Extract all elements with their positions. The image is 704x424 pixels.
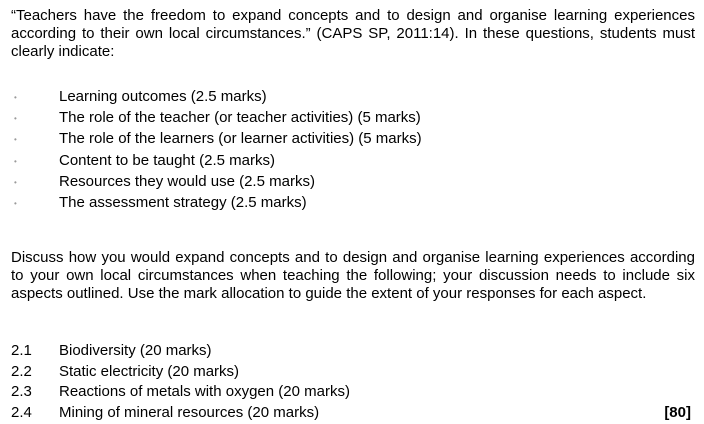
total-marks: [80] xyxy=(664,403,691,421)
bullet-icon: • xyxy=(14,135,17,145)
list-item xyxy=(0,107,704,128)
list-item xyxy=(0,150,704,171)
question-text: Biodiversity (20 marks) xyxy=(59,342,212,359)
aspect-label: Learning outcomes (2.5 marks) xyxy=(59,88,267,105)
aspect-label: The assessment strategy (2.5 marks) xyxy=(59,193,307,211)
question-item xyxy=(0,403,704,424)
list-item xyxy=(0,192,704,213)
intro-paragraph: “Teachers have the freedom to expand concepts and to design and organise learning experiences according to their own local circumstances.” (CAPS SP, 2011:14). In these questions, students must clearly indicate: xyxy=(11,7,695,60)
aspect-label: The role of the teacher (or teacher activities) (5 marks) xyxy=(59,109,421,127)
aspect-label: The role of the learners (or learner activities) (5 marks) xyxy=(59,130,422,148)
bullet-icon: • xyxy=(14,156,17,166)
question-text: Reactions of metals with oxygen (20 marks) xyxy=(59,383,350,400)
question-text: Mining of mineral resources (20 marks) xyxy=(59,403,320,421)
question-item xyxy=(0,341,704,362)
question-item xyxy=(0,382,704,403)
bullet-icon: • xyxy=(14,177,17,187)
question-item xyxy=(0,362,704,383)
questions-list xyxy=(0,341,704,423)
list-item xyxy=(0,128,704,149)
bullet-icon: • xyxy=(14,198,17,208)
bullet-icon: • xyxy=(14,114,17,124)
question-number: 2.1 xyxy=(11,342,32,359)
aspects-list xyxy=(0,86,704,213)
question-number: 2.3 xyxy=(11,383,32,400)
aspect-label: Resources they would use (2.5 marks) xyxy=(59,172,315,190)
aspect-label: Content to be taught (2.5 marks) xyxy=(59,151,275,169)
question-number: 2.4 xyxy=(11,403,32,421)
list-item xyxy=(0,86,704,107)
list-item xyxy=(0,171,704,192)
question-text: Static electricity (20 marks) xyxy=(59,362,240,380)
discussion-paragraph: Discuss how you would expand concepts and to design and organise learning experiences according to your own local circumstances when teaching the following; your discussion needs to include six aspects outlined. Use the mark allocation to guide the extent of your responses for each aspect. xyxy=(11,249,695,302)
bullet-icon: • xyxy=(14,93,17,102)
question-number: 2.2 xyxy=(11,362,32,380)
